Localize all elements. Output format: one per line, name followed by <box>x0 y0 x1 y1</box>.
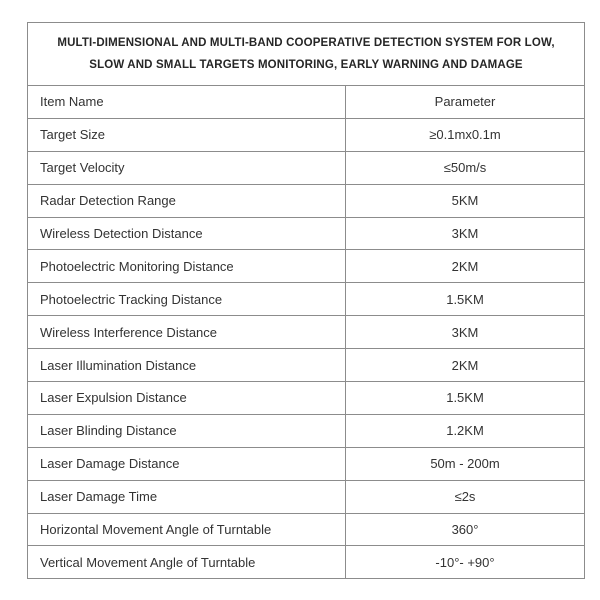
item-name-cell: Laser Damage Distance <box>28 447 346 480</box>
table-title-line-2: SLOW AND SMALL TARGETS MONITORING, EARLY WARNING AND DAMAGE <box>89 59 523 71</box>
item-name-cell: Laser Illumination Distance <box>28 349 346 382</box>
item-name-cell: Horizontal Movement Angle of Turntable <box>28 513 346 546</box>
item-name-cell: Wireless Interference Distance <box>28 316 346 349</box>
title-row <box>28 23 585 86</box>
spec-table-body <box>28 118 585 578</box>
table-title <box>28 23 585 86</box>
item-name-cell: Radar Detection Range <box>28 184 346 217</box>
table-row <box>28 217 585 250</box>
parameter-cell: 1.2KM <box>346 414 585 447</box>
item-name-cell: Photoelectric Tracking Distance <box>28 283 346 316</box>
table-row <box>28 480 585 513</box>
parameter-cell: 50m - 200m <box>346 447 585 480</box>
table-row <box>28 118 585 151</box>
table-row <box>28 382 585 415</box>
table-row <box>28 447 585 480</box>
parameter-cell: 360° <box>346 513 585 546</box>
table-title-line-1: MULTI-DIMENSIONAL AND MULTI-BAND COOPERATIVE DETECTION SYSTEM FOR LOW, <box>57 37 555 49</box>
table-row <box>28 414 585 447</box>
parameter-cell: 3KM <box>346 316 585 349</box>
item-name-cell: Vertical Movement Angle of Turntable <box>28 546 346 579</box>
item-name-cell: Laser Damage Time <box>28 480 346 513</box>
spec-table <box>27 22 585 579</box>
parameter-cell: 2KM <box>346 250 585 283</box>
table-row <box>28 151 585 184</box>
parameter-cell: 3KM <box>346 217 585 250</box>
parameter-cell: 1.5KM <box>346 382 585 415</box>
table-row <box>28 250 585 283</box>
parameter-cell: ≤2s <box>346 480 585 513</box>
table-row <box>28 316 585 349</box>
parameter-cell: ≥0.1mx0.1m <box>346 118 585 151</box>
parameter-cell: 1.5KM <box>346 283 585 316</box>
parameter-cell: 5KM <box>346 184 585 217</box>
column-header-row <box>28 86 585 119</box>
parameter-cell: ≤50m/s <box>346 151 585 184</box>
table-row <box>28 184 585 217</box>
parameter-cell: 2KM <box>346 349 585 382</box>
table-row <box>28 283 585 316</box>
table-row <box>28 349 585 382</box>
item-name-cell: Laser Expulsion Distance <box>28 382 346 415</box>
parameter-cell: -10°- +90° <box>346 546 585 579</box>
item-name-cell: Target Velocity <box>28 151 346 184</box>
table-row <box>28 546 585 579</box>
item-name-cell: Photoelectric Monitoring Distance <box>28 250 346 283</box>
item-name-cell: Laser Blinding Distance <box>28 414 346 447</box>
column-header-parameter: Parameter <box>346 86 585 119</box>
item-name-cell: Wireless Detection Distance <box>28 217 346 250</box>
column-header-item-name: Item Name <box>28 86 346 119</box>
item-name-cell: Target Size <box>28 118 346 151</box>
table-row <box>28 513 585 546</box>
